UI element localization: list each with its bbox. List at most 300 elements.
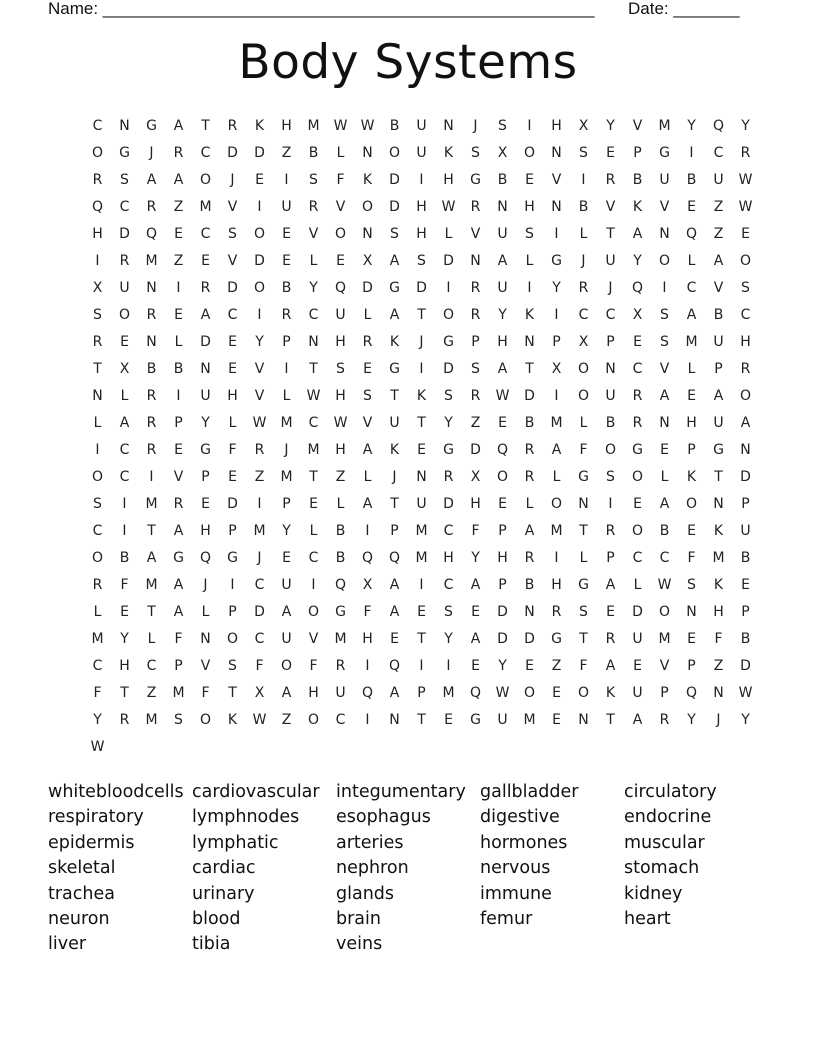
grid-letter[interactable]: E — [282, 226, 291, 242]
grid-letter[interactable]: N — [713, 496, 724, 512]
grid-letter[interactable]: K — [227, 712, 238, 728]
grid-letter[interactable]: L — [579, 415, 588, 431]
grid-letter[interactable]: F — [174, 631, 183, 647]
grid-letter[interactable]: Y — [201, 415, 210, 431]
grid-letter[interactable]: O — [604, 442, 617, 458]
name-field-label[interactable]: Name: ____________________________________________________ — [48, 0, 595, 18]
grid-letter[interactable]: P — [174, 415, 183, 431]
grid-letter[interactable]: J — [473, 118, 478, 134]
grid-letter[interactable]: M — [442, 685, 455, 701]
grid-letter[interactable]: K — [362, 172, 373, 188]
grid-letter[interactable]: H — [497, 550, 508, 566]
grid-letter[interactable]: R — [632, 415, 643, 431]
grid-letter[interactable]: M — [199, 199, 212, 215]
grid-letter[interactable]: K — [389, 334, 400, 350]
grid-letter[interactable]: U — [416, 118, 427, 134]
grid-letter[interactable]: G — [119, 145, 130, 161]
grid-letter[interactable]: I — [365, 712, 370, 728]
grid-letter[interactable]: E — [174, 442, 183, 458]
grid-letter[interactable]: C — [254, 631, 265, 647]
grid-letter[interactable]: R — [119, 712, 130, 728]
grid-letter[interactable]: O — [91, 469, 104, 485]
grid-letter[interactable]: E — [363, 361, 372, 377]
grid-letter[interactable]: J — [392, 469, 397, 485]
grid-letter[interactable]: L — [687, 361, 696, 377]
grid-letter[interactable]: N — [551, 199, 562, 215]
grid-letter[interactable]: H — [470, 496, 481, 512]
grid-letter[interactable]: G — [713, 442, 724, 458]
grid-letter[interactable]: H — [551, 118, 562, 134]
grid-letter[interactable]: E — [120, 334, 129, 350]
grid-letter[interactable]: I — [149, 469, 154, 485]
grid-letter[interactable]: Z — [470, 415, 481, 431]
grid-letter[interactable]: L — [120, 388, 129, 404]
grid-letter[interactable]: O — [199, 172, 212, 188]
grid-letter[interactable]: R — [146, 388, 157, 404]
grid-letter[interactable]: U — [497, 280, 508, 296]
grid-letter[interactable]: Z — [281, 712, 292, 728]
grid-letter[interactable]: V — [254, 388, 265, 404]
grid-letter[interactable]: T — [417, 712, 426, 728]
grid-letter[interactable]: U — [281, 631, 292, 647]
grid-letter[interactable]: N — [362, 226, 373, 242]
grid-letter[interactable]: A — [551, 442, 562, 458]
grid-letter[interactable]: T — [525, 361, 534, 377]
grid-letter[interactable]: T — [201, 118, 210, 134]
grid-letter[interactable]: E — [255, 172, 264, 188]
grid-letter[interactable]: M — [253, 523, 266, 539]
grid-letter[interactable]: D — [524, 388, 535, 404]
grid-letter[interactable]: L — [552, 469, 561, 485]
grid-letter[interactable]: I — [176, 280, 181, 296]
grid-letter[interactable]: X — [632, 307, 643, 323]
grid-letter[interactable]: S — [417, 253, 426, 269]
grid-letter[interactable]: I — [122, 496, 127, 512]
grid-letter[interactable]: V — [335, 199, 346, 215]
grid-letter[interactable]: G — [551, 631, 562, 647]
grid-letter[interactable]: I — [446, 658, 451, 674]
grid-letter[interactable]: Q — [361, 550, 374, 566]
grid-letter[interactable]: B — [173, 361, 184, 377]
grid-letter[interactable]: R — [92, 334, 103, 350]
grid-letter[interactable]: C — [119, 469, 130, 485]
grid-letter[interactable]: C — [119, 442, 130, 458]
grid-letter[interactable]: M — [172, 685, 185, 701]
grid-letter[interactable]: F — [309, 658, 318, 674]
grid-letter[interactable]: L — [309, 253, 318, 269]
grid-letter[interactable]: C — [659, 550, 670, 566]
grid-letter[interactable]: L — [228, 415, 237, 431]
grid-letter[interactable]: M — [523, 712, 536, 728]
grid-letter[interactable]: A — [713, 388, 724, 404]
grid-letter[interactable]: L — [93, 604, 102, 620]
grid-letter[interactable]: U — [713, 415, 724, 431]
grid-letter[interactable]: Z — [146, 685, 157, 701]
grid-letter[interactable]: R — [605, 631, 616, 647]
grid-letter[interactable]: J — [203, 577, 208, 593]
grid-letter[interactable]: N — [524, 334, 535, 350]
grid-letter[interactable]: S — [660, 334, 669, 350]
grid-letter[interactable]: S — [336, 361, 345, 377]
grid-letter[interactable]: G — [659, 145, 670, 161]
grid-letter[interactable]: N — [416, 469, 427, 485]
grid-letter[interactable]: D — [632, 604, 643, 620]
grid-letter[interactable]: I — [446, 280, 451, 296]
grid-letter[interactable]: T — [147, 523, 156, 539]
grid-letter[interactable]: F — [201, 685, 210, 701]
grid-letter[interactable]: X — [470, 469, 481, 485]
grid-letter[interactable]: S — [93, 496, 102, 512]
grid-letter[interactable]: R — [443, 469, 454, 485]
grid-letter[interactable]: I — [95, 442, 100, 458]
grid-letter[interactable]: S — [228, 226, 237, 242]
grid-letter[interactable]: T — [309, 361, 318, 377]
grid-letter[interactable]: P — [687, 442, 696, 458]
grid-letter[interactable]: M — [550, 415, 563, 431]
grid-letter[interactable]: E — [687, 199, 696, 215]
grid-letter[interactable]: A — [389, 253, 400, 269]
grid-letter[interactable]: L — [201, 604, 210, 620]
grid-letter[interactable]: C — [335, 712, 346, 728]
grid-letter[interactable]: B — [119, 550, 130, 566]
grid-letter[interactable]: N — [740, 442, 751, 458]
grid-letter[interactable]: X — [551, 361, 562, 377]
grid-letter[interactable]: R — [200, 280, 211, 296]
grid-letter[interactable]: W — [738, 685, 753, 701]
grid-letter[interactable]: D — [443, 496, 454, 512]
grid-letter[interactable]: Y — [687, 712, 696, 728]
grid-letter[interactable]: C — [200, 145, 211, 161]
grid-letter[interactable]: N — [146, 334, 157, 350]
grid-letter[interactable]: H — [308, 685, 319, 701]
grid-letter[interactable]: K — [686, 469, 697, 485]
grid-letter[interactable]: L — [525, 496, 534, 512]
grid-letter[interactable]: A — [740, 415, 751, 431]
grid-letter[interactable]: I — [176, 388, 181, 404]
grid-letter[interactable]: A — [605, 577, 616, 593]
grid-letter[interactable]: L — [363, 307, 372, 323]
grid-letter[interactable]: J — [419, 334, 424, 350]
grid-letter[interactable]: U — [497, 226, 508, 242]
grid-letter[interactable]: G — [173, 550, 184, 566]
grid-letter[interactable]: I — [689, 145, 694, 161]
grid-letter[interactable]: W — [90, 739, 105, 755]
grid-letter[interactable]: U — [119, 280, 130, 296]
grid-letter[interactable]: F — [714, 631, 723, 647]
grid-letter[interactable]: E — [336, 253, 345, 269]
grid-letter[interactable]: I — [230, 577, 235, 593]
grid-letter[interactable]: C — [632, 361, 643, 377]
grid-letter[interactable]: C — [119, 199, 130, 215]
grid-letter[interactable]: S — [174, 712, 183, 728]
grid-letter[interactable]: T — [579, 523, 588, 539]
grid-letter[interactable]: R — [740, 361, 751, 377]
grid-letter[interactable]: I — [365, 523, 370, 539]
grid-letter[interactable]: W — [441, 199, 456, 215]
grid-letter[interactable]: R — [605, 523, 616, 539]
grid-letter[interactable]: L — [579, 226, 588, 242]
grid-letter[interactable]: P — [282, 496, 291, 512]
grid-letter[interactable]: O — [739, 253, 752, 269]
grid-letter[interactable]: Y — [282, 523, 291, 539]
grid-letter[interactable]: D — [227, 145, 238, 161]
grid-letter[interactable]: B — [146, 361, 157, 377]
grid-letter[interactable]: Y — [471, 550, 480, 566]
grid-letter[interactable]: Q — [469, 685, 482, 701]
grid-letter[interactable]: Y — [444, 415, 453, 431]
grid-letter[interactable]: M — [145, 253, 158, 269]
grid-letter[interactable]: O — [442, 307, 455, 323]
grid-letter[interactable]: Q — [334, 280, 347, 296]
grid-letter[interactable]: D — [389, 199, 400, 215]
grid-letter[interactable]: G — [578, 469, 589, 485]
grid-letter[interactable]: V — [551, 172, 562, 188]
grid-letter[interactable]: U — [605, 253, 616, 269]
grid-letter[interactable]: B — [524, 577, 535, 593]
grid-letter[interactable]: R — [470, 307, 481, 323]
grid-letter[interactable]: K — [713, 577, 724, 593]
grid-letter[interactable]: Z — [713, 658, 724, 674]
grid-letter[interactable]: L — [660, 469, 669, 485]
grid-letter[interactable]: U — [740, 523, 751, 539]
grid-letter[interactable]: J — [257, 550, 262, 566]
grid-letter[interactable]: T — [120, 685, 129, 701]
grid-letter[interactable]: S — [741, 280, 750, 296]
grid-letter[interactable]: L — [282, 388, 291, 404]
grid-letter[interactable]: B — [632, 172, 643, 188]
grid-letter[interactable]: B — [389, 118, 400, 134]
grid-letter[interactable]: S — [309, 172, 318, 188]
grid-letter[interactable]: L — [363, 469, 372, 485]
grid-letter[interactable]: I — [419, 172, 424, 188]
grid-letter[interactable]: P — [417, 685, 426, 701]
grid-letter[interactable]: N — [92, 388, 103, 404]
grid-letter[interactable]: I — [554, 550, 559, 566]
grid-letter[interactable]: J — [284, 442, 289, 458]
grid-letter[interactable]: N — [551, 145, 562, 161]
grid-letter[interactable]: R — [551, 604, 562, 620]
grid-letter[interactable]: O — [658, 604, 671, 620]
grid-letter[interactable]: X — [497, 145, 508, 161]
grid-letter[interactable]: X — [578, 118, 589, 134]
grid-letter[interactable]: N — [686, 604, 697, 620]
grid-letter[interactable]: P — [390, 523, 399, 539]
grid-letter[interactable]: P — [282, 334, 291, 350]
grid-letter[interactable]: Q — [496, 442, 509, 458]
grid-letter[interactable]: A — [686, 307, 697, 323]
grid-letter[interactable]: L — [525, 253, 534, 269]
grid-letter[interactable]: T — [228, 685, 237, 701]
grid-letter[interactable]: O — [361, 199, 374, 215]
grid-letter[interactable]: R — [470, 388, 481, 404]
grid-letter[interactable]: E — [471, 658, 480, 674]
grid-letter[interactable]: O — [307, 604, 320, 620]
grid-letter[interactable]: I — [257, 199, 262, 215]
grid-letter[interactable]: T — [417, 415, 426, 431]
grid-letter[interactable]: A — [200, 307, 211, 323]
grid-letter[interactable]: M — [145, 496, 158, 512]
grid-letter[interactable]: P — [606, 550, 615, 566]
grid-letter[interactable]: N — [443, 118, 454, 134]
grid-letter[interactable]: P — [498, 523, 507, 539]
grid-letter[interactable]: T — [390, 388, 399, 404]
grid-letter[interactable]: U — [713, 334, 724, 350]
grid-letter[interactable]: M — [712, 550, 725, 566]
grid-letter[interactable]: E — [606, 604, 615, 620]
grid-letter[interactable]: X — [578, 334, 589, 350]
grid-letter[interactable]: J — [230, 172, 235, 188]
grid-letter[interactable]: Z — [335, 469, 346, 485]
grid-letter[interactable]: D — [740, 469, 751, 485]
grid-letter[interactable]: D — [200, 334, 211, 350]
grid-letter[interactable]: M — [280, 469, 293, 485]
grid-letter[interactable]: Y — [444, 631, 453, 647]
grid-letter[interactable]: F — [363, 604, 372, 620]
grid-letter[interactable]: N — [497, 199, 508, 215]
grid-letter[interactable]: T — [417, 631, 426, 647]
grid-letter[interactable]: I — [284, 361, 289, 377]
grid-letter[interactable]: H — [416, 226, 427, 242]
grid-letter[interactable]: C — [713, 145, 724, 161]
grid-letter[interactable]: R — [146, 307, 157, 323]
grid-letter[interactable]: Z — [173, 253, 184, 269]
grid-letter[interactable]: H — [119, 658, 130, 674]
grid-letter[interactable]: C — [92, 658, 103, 674]
grid-letter[interactable]: O — [253, 280, 266, 296]
grid-letter[interactable]: F — [255, 658, 264, 674]
grid-letter[interactable]: H — [713, 604, 724, 620]
grid-letter[interactable]: L — [336, 145, 345, 161]
grid-letter[interactable]: N — [146, 280, 157, 296]
grid-letter[interactable]: Q — [334, 577, 347, 593]
grid-letter[interactable]: M — [307, 442, 320, 458]
grid-letter[interactable]: W — [495, 685, 510, 701]
grid-letter[interactable]: H — [551, 577, 562, 593]
grid-letter[interactable]: E — [417, 604, 426, 620]
grid-letter[interactable]: G — [146, 118, 157, 134]
grid-letter[interactable]: V — [200, 658, 211, 674]
grid-letter[interactable]: D — [470, 442, 481, 458]
grid-letter[interactable]: P — [228, 523, 237, 539]
grid-letter[interactable]: E — [390, 631, 399, 647]
grid-letter[interactable]: G — [551, 253, 562, 269]
grid-letter[interactable]: F — [336, 172, 345, 188]
grid-letter[interactable]: M — [91, 631, 104, 647]
grid-letter[interactable]: T — [579, 631, 588, 647]
grid-letter[interactable]: P — [633, 145, 642, 161]
grid-letter[interactable]: B — [713, 307, 724, 323]
grid-letter[interactable]: C — [227, 307, 238, 323]
grid-letter[interactable]: V — [605, 199, 616, 215]
grid-letter[interactable]: E — [471, 604, 480, 620]
grid-letter[interactable]: Y — [741, 118, 750, 134]
grid-letter[interactable]: K — [389, 442, 400, 458]
grid-letter[interactable]: O — [91, 550, 104, 566]
grid-letter[interactable]: I — [581, 172, 586, 188]
grid-letter[interactable]: O — [307, 712, 320, 728]
grid-letter[interactable]: U — [659, 172, 670, 188]
grid-letter[interactable]: H — [443, 550, 454, 566]
grid-letter[interactable]: S — [471, 145, 480, 161]
grid-letter[interactable]: A — [119, 415, 130, 431]
grid-letter[interactable]: Y — [687, 118, 696, 134]
grid-letter[interactable]: V — [254, 361, 265, 377]
grid-letter[interactable]: L — [687, 253, 696, 269]
grid-letter[interactable]: W — [252, 712, 267, 728]
grid-letter[interactable]: R — [173, 496, 184, 512]
grid-letter[interactable]: S — [228, 658, 237, 674]
grid-letter[interactable]: A — [470, 631, 481, 647]
grid-letter[interactable]: H — [335, 442, 346, 458]
grid-letter[interactable]: D — [740, 658, 751, 674]
grid-letter[interactable]: K — [713, 523, 724, 539]
grid-letter[interactable]: E — [633, 658, 642, 674]
grid-letter[interactable]: S — [579, 604, 588, 620]
grid-letter[interactable]: K — [443, 145, 454, 161]
grid-letter[interactable]: V — [308, 226, 319, 242]
grid-letter[interactable]: G — [335, 604, 346, 620]
grid-letter[interactable]: M — [658, 631, 671, 647]
grid-letter[interactable]: O — [739, 388, 752, 404]
grid-letter[interactable]: H — [200, 523, 211, 539]
grid-letter[interactable]: N — [605, 361, 616, 377]
grid-letter[interactable]: X — [254, 685, 265, 701]
grid-letter[interactable]: N — [659, 226, 670, 242]
grid-letter[interactable]: R — [659, 712, 670, 728]
grid-letter[interactable]: R — [524, 469, 535, 485]
grid-letter[interactable]: Q — [145, 226, 158, 242]
grid-letter[interactable]: L — [336, 496, 345, 512]
grid-letter[interactable]: E — [498, 496, 507, 512]
grid-letter[interactable]: A — [470, 577, 481, 593]
grid-letter[interactable]: P — [498, 577, 507, 593]
grid-letter[interactable]: D — [254, 145, 265, 161]
grid-letter[interactable]: F — [687, 550, 696, 566]
grid-letter[interactable]: O — [226, 631, 239, 647]
grid-letter[interactable]: U — [281, 577, 292, 593]
grid-letter[interactable]: A — [497, 361, 508, 377]
grid-letter[interactable]: V — [173, 469, 184, 485]
grid-letter[interactable]: A — [389, 685, 400, 701]
grid-letter[interactable]: I — [419, 577, 424, 593]
grid-letter[interactable]: S — [525, 226, 534, 242]
grid-letter[interactable]: E — [228, 334, 237, 350]
grid-letter[interactable]: I — [311, 577, 316, 593]
grid-letter[interactable]: E — [120, 604, 129, 620]
grid-letter[interactable]: Y — [606, 118, 615, 134]
grid-letter[interactable]: N — [524, 604, 535, 620]
grid-letter[interactable]: E — [741, 226, 750, 242]
grid-letter[interactable]: K — [632, 199, 643, 215]
grid-letter[interactable]: B — [605, 415, 616, 431]
grid-letter[interactable]: C — [92, 118, 103, 134]
grid-letter[interactable]: C — [308, 307, 319, 323]
grid-letter[interactable]: V — [308, 631, 319, 647]
grid-letter[interactable]: E — [525, 172, 534, 188]
grid-letter[interactable]: A — [389, 577, 400, 593]
grid-letter[interactable]: O — [334, 226, 347, 242]
grid-letter[interactable]: A — [713, 253, 724, 269]
grid-letter[interactable]: V — [659, 361, 670, 377]
grid-letter[interactable]: G — [632, 442, 643, 458]
grid-letter[interactable]: Y — [93, 712, 102, 728]
grid-letter[interactable]: W — [657, 577, 672, 593]
grid-letter[interactable]: A — [389, 604, 400, 620]
grid-letter[interactable]: E — [552, 712, 561, 728]
grid-letter[interactable]: E — [606, 145, 615, 161]
grid-letter[interactable]: R — [92, 172, 103, 188]
grid-letter[interactable]: H — [362, 631, 373, 647]
